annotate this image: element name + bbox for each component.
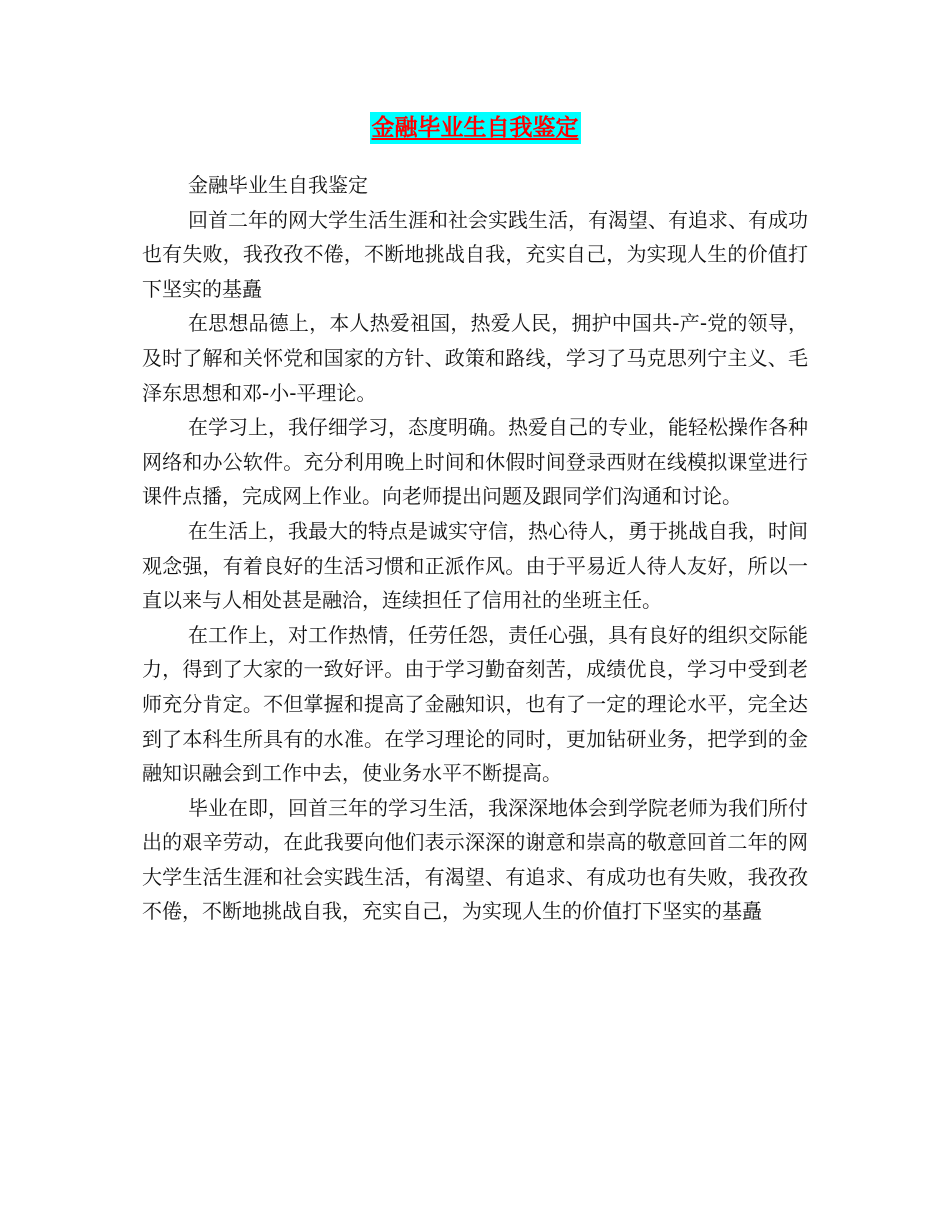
paragraph-review: 回首二年的网大学生活生涯和社会实践生活，有渴望、有追求、有成功也有失败，我孜孜不倦，不断地挑战自我，充实自己，为实现人生的价值打下坚实的基矗 bbox=[142, 207, 808, 301]
paragraph-study: 在学习上，我仔细学习，态度明确。热爱自己的专业，能轻松操作各种网络和办公软件。充分利用晚上时间和休假时间登录西财在线模拟课堂进行课件点播，完成网上作业。向老师提出问题及跟同学们沟通和讨论。 bbox=[142, 415, 808, 509]
document-title: 金融毕业生自我鉴定 bbox=[370, 112, 581, 144]
document-body bbox=[142, 168, 808, 929]
paragraph-heading: 金融毕业生自我鉴定 bbox=[188, 173, 368, 197]
paragraph-graduation: 毕业在即，回首三年的学习生活，我深深地体会到学院老师为我们所付出的艰辛劳动，在此我要向他们表示深深的谢意和崇高的敬意回首二年的网大学生活生涯和社会实践生活，有渴望、有追求、有成功也有失败，我孜孜不倦，不断地挑战自我，充实自己，为实现人生的价值打下坚实的基矗 bbox=[142, 795, 808, 924]
title-container bbox=[0, 112, 950, 144]
paragraph-work: 在工作上，对工作热情，任劳任怨，责任心强，具有良好的组织交际能力，得到了大家的一致好评。由于学习勤奋刻苦，成绩优良，学习中受到老师充分肯定。不但掌握和提高了金融知识，也有了一定的理论水平，完全达到了本科生所具有的水准。在学习理论的同时，更加钻研业务，把学到的金融知识融会到工作中去，使业务水平不断提高。 bbox=[142, 622, 808, 786]
paragraph-life: 在生活上，我最大的特点是诚实守信，热心待人，勇于挑战自我，时间观念强，有着良好的生活习惯和正派作风。由于平易近人待人友好，所以一直以来与人相处甚是融洽，连续担任了信用社的坐班主任。 bbox=[142, 518, 808, 613]
paragraph-ideology: 在思想品德上，本人热爱祖国，热爱人民，拥护中国共-产-党的领导，及时了解和关怀党和国家的方针、政策和路线，学习了马克思列宁主义、毛泽东思想和邓-小-平理论。 bbox=[142, 311, 808, 405]
